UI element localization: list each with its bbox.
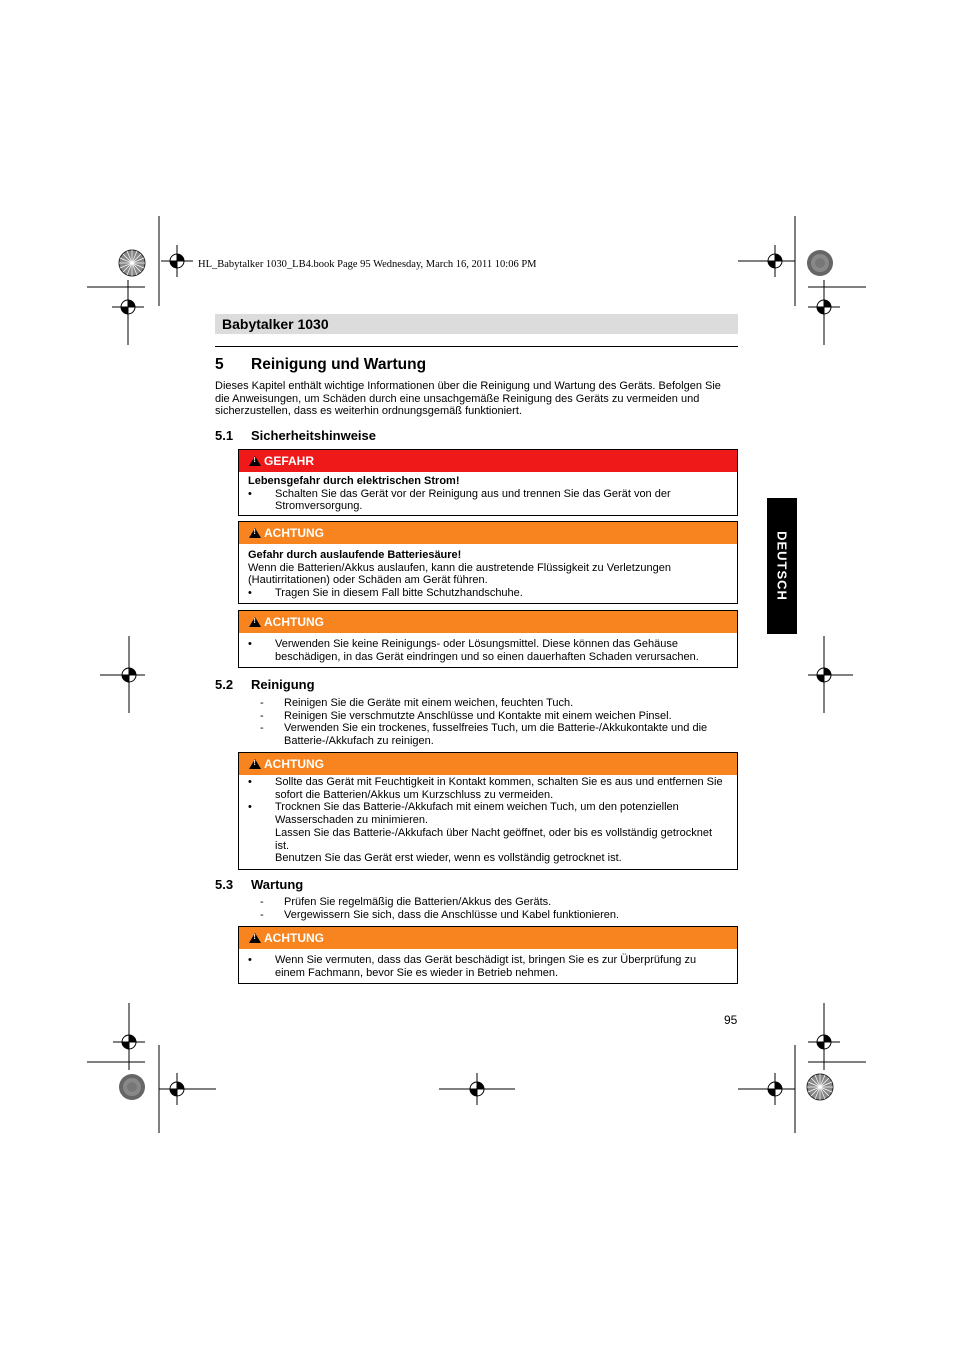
list-item bbox=[260, 697, 738, 710]
warning-triangle-icon bbox=[249, 528, 261, 538]
bullet-text: Wenn Sie vermuten, dass das Gerät beschädigt ist, bringen Sie es zur Überprüfung zu einem Fachmann, bevor Sie es wieder in Betrieb nehmen. bbox=[275, 954, 697, 979]
box-text: Lassen Sie das Batterie-/Akkufach über Nacht geöffnet, oder bis es vollständig getrocknet ist. bbox=[275, 826, 712, 852]
chapter-number: 5 bbox=[215, 356, 224, 373]
bullet-item bbox=[248, 801, 728, 826]
caution-label: ACHTUNG bbox=[264, 757, 324, 771]
bullet-text: Trocknen Sie das Batterie-/Akkufach mit einem weichen Tuch, um den potenziellen Wasserschaden zu minimieren. bbox=[275, 801, 679, 827]
danger-header bbox=[239, 450, 737, 472]
bullet-item bbox=[248, 954, 728, 979]
bullet-item bbox=[248, 488, 728, 513]
danger-label: GEFAHR bbox=[264, 454, 315, 468]
caution-box-damage bbox=[238, 926, 738, 984]
box-text: Wenn die Batterien/Akkus auslaufen, kann die austretende Flüssigkeit zu Verletzungen (Hautirritationen) oder Schäden am Gerät führen. bbox=[248, 561, 671, 587]
print-info: HL_Babytalker 1030_LB4.book Page 95 Wednesday, March 16, 2011 10:06 PM bbox=[198, 259, 537, 270]
section-number: 5.3 bbox=[215, 877, 234, 892]
bullet-mark: • bbox=[248, 776, 252, 788]
section-5-2-heading bbox=[215, 677, 315, 692]
list-item bbox=[260, 722, 738, 747]
dash-mark: - bbox=[260, 709, 264, 722]
list-item-text: Verwenden Sie ein trockenes, fusselfreies Tuch, um die Batterie-/Akkukontakte und die Batterie-/Akkufach zu reinigen. bbox=[284, 722, 708, 748]
box-text: Benutzen Sie das Gerät erst wieder, wenn es vollständig getrocknet ist. bbox=[275, 852, 622, 865]
chapter-title: Reinigung und Wartung bbox=[251, 356, 427, 373]
caution-label: ACHTUNG bbox=[264, 931, 324, 945]
bullet-item bbox=[248, 587, 728, 600]
box-subtitle: Gefahr durch auslaufende Batteriesäure! bbox=[248, 549, 462, 561]
bullet-item bbox=[248, 776, 728, 801]
list-item-text: Reinigen Sie die Geräte mit einem weichen, feuchten Tuch. bbox=[284, 697, 574, 709]
dash-mark: - bbox=[260, 896, 264, 908]
caution-box-battery bbox=[238, 521, 738, 604]
language-tab-label: DEUTSCH bbox=[774, 531, 790, 601]
list-item-text: Prüfen Sie regelmäßig die Batterien/Akkus des Geräts. bbox=[284, 896, 552, 908]
bullet-item bbox=[248, 638, 728, 663]
caution-header bbox=[239, 753, 737, 775]
list-item bbox=[260, 896, 738, 909]
warning-triangle-icon bbox=[249, 759, 261, 769]
cleaning-list bbox=[260, 697, 738, 748]
caution-box-moisture bbox=[238, 752, 738, 870]
warning-triangle-icon bbox=[249, 456, 261, 466]
section-number: 5.1 bbox=[215, 428, 234, 443]
section-title: Wartung bbox=[251, 877, 304, 892]
bullet-mark: • bbox=[248, 954, 252, 966]
dash-mark: - bbox=[260, 697, 264, 709]
warning-triangle-icon bbox=[249, 933, 261, 943]
danger-box bbox=[238, 449, 738, 516]
list-item-text: Reinigen Sie verschmutzte Anschlüsse und Kontakte mit einem weichen Pinsel. bbox=[284, 709, 672, 722]
section-5-3-heading bbox=[215, 877, 303, 892]
language-tab bbox=[767, 498, 797, 634]
bullet-text: Schalten Sie das Gerät vor der Reinigung aus und trennen Sie das Gerät von der Stromversorgung. bbox=[275, 487, 671, 513]
box-subtitle: Lebensgefahr durch elektrischen Strom! bbox=[248, 475, 460, 487]
bullet-mark: • bbox=[248, 638, 252, 650]
bullet-mark: • bbox=[248, 587, 252, 600]
caution-header bbox=[239, 927, 737, 949]
chapter-heading bbox=[215, 356, 426, 374]
list-item bbox=[260, 710, 738, 723]
page-number: 95 bbox=[724, 1013, 738, 1027]
maintenance-list bbox=[260, 896, 738, 921]
section-title: Sicherheitshinweise bbox=[251, 428, 376, 443]
header-product-bar: Babytalker 1030 bbox=[215, 314, 738, 334]
list-item-text: Vergewissern Sie sich, dass die Anschlüsse und Kabel funktionieren. bbox=[284, 908, 620, 921]
bullet-mark: • bbox=[248, 801, 252, 814]
caution-header bbox=[239, 522, 737, 544]
dash-mark: - bbox=[260, 722, 264, 735]
caution-header bbox=[239, 611, 737, 633]
bullet-text: Tragen Sie in diesem Fall bitte Schutzhandschuhe. bbox=[275, 587, 523, 600]
dash-mark: - bbox=[260, 908, 264, 921]
section-5-1-heading bbox=[215, 428, 376, 443]
header-rule bbox=[215, 346, 738, 347]
caution-label: ACHTUNG bbox=[264, 615, 324, 629]
chapter-intro: Dieses Kapitel enthält wichtige Informationen über die Reinigung und Wartung des Geräts. Befolgen Sie die Anweisungen, um Schäden durch eine unsachgemäße Reinigung des Geräts zu vermeiden und sicherzustellen, dass es weiterhin ordnungsgemäß funktioniert. bbox=[215, 380, 721, 418]
caution-label: ACHTUNG bbox=[264, 526, 324, 540]
bullet-text: Sollte das Gerät mit Feuchtigkeit in Kontakt kommen, schalten Sie es aus und entfernen Sie sofort die Batterien/Akkus um Kurzschluss zu vermeiden. bbox=[275, 776, 723, 801]
caution-box-cleaning-agents bbox=[238, 610, 738, 668]
section-title: Reinigung bbox=[251, 677, 315, 692]
section-number: 5.2 bbox=[215, 677, 234, 692]
bullet-text: Verwenden Sie keine Reinigungs- oder Lösungsmittel. Diese können das Gehäuse beschädigen, in das Gerät eindringen und so einen dauerhaften Schaden verursachen. bbox=[275, 638, 699, 663]
bullet-mark: • bbox=[248, 487, 252, 500]
list-item bbox=[260, 909, 738, 922]
warning-triangle-icon bbox=[249, 617, 261, 627]
